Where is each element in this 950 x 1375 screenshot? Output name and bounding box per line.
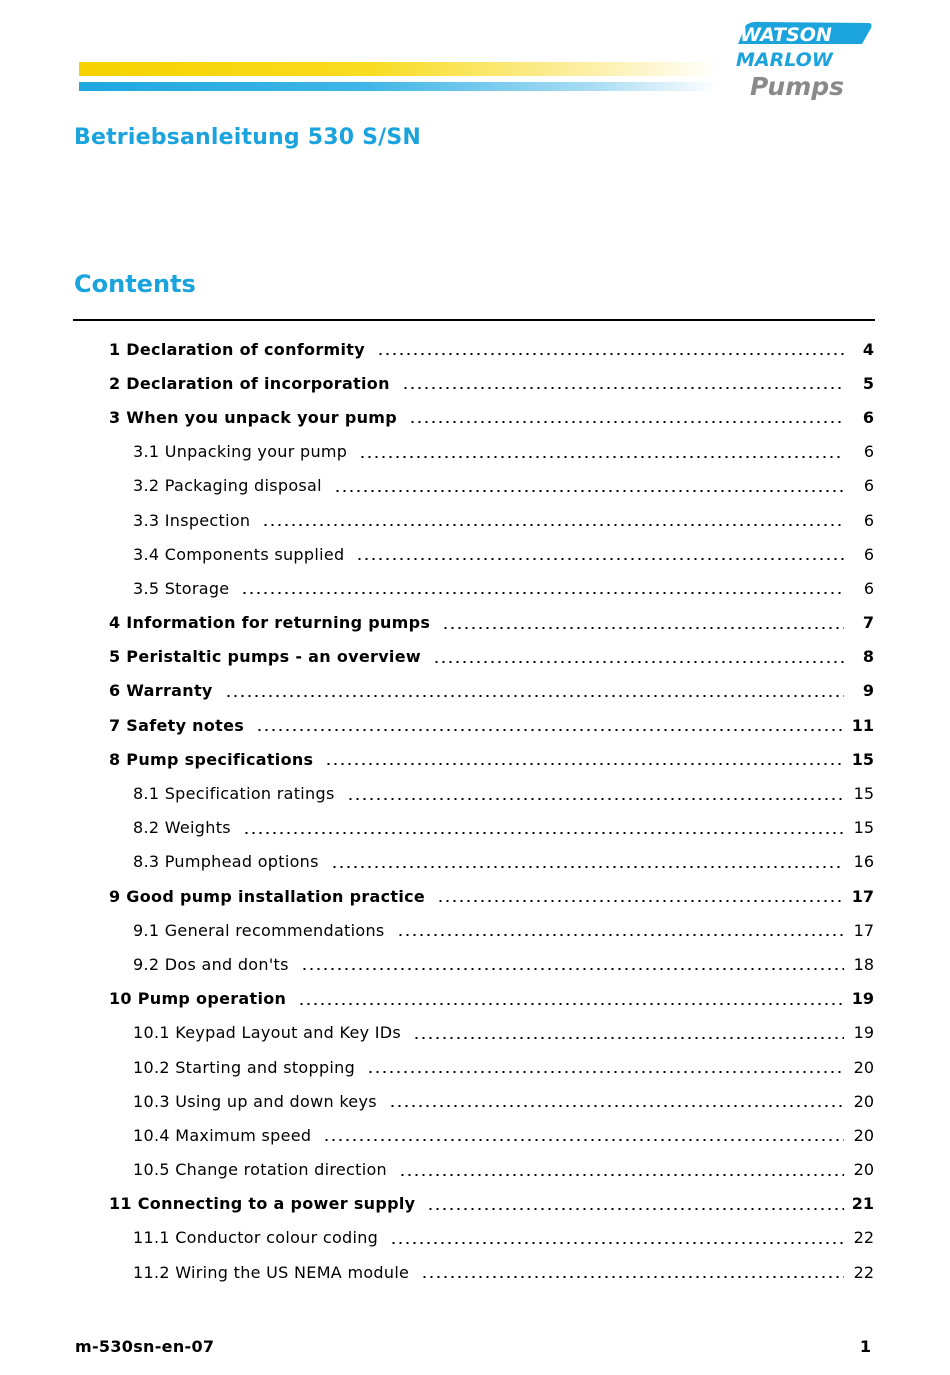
- toc-dot-leader: [433, 661, 844, 663]
- toc-entry-page: 7: [862, 613, 874, 633]
- toc-entry-title: 9.2 Dos and don'ts: [133, 954, 289, 974]
- toc-entry[interactable]: [0, 742, 950, 776]
- logo-line3: Pumps: [750, 72, 845, 101]
- toc-entry-title: 11.2 Wiring the US NEMA module: [133, 1262, 410, 1282]
- toc-dot-leader: [399, 1174, 844, 1176]
- toc-entry[interactable]: [0, 1187, 950, 1221]
- toc-dot-leader: [323, 1139, 844, 1141]
- toc-dot-leader: [325, 763, 843, 765]
- toc-dot-leader: [421, 1276, 844, 1278]
- toc-entry-page: 17: [853, 920, 874, 940]
- toc-dot-leader: [256, 729, 844, 731]
- toc-entry-page: 20: [853, 1091, 874, 1111]
- header-blue-bar: [79, 82, 719, 91]
- toc-entry-page: 8: [862, 647, 874, 667]
- toc-entry-page: 15: [851, 749, 874, 769]
- toc-dot-leader: [334, 490, 844, 492]
- logo-line1: WATSON: [740, 24, 832, 46]
- toc-dot-leader: [262, 524, 844, 526]
- toc-entry-title: 8.2 Weights: [133, 818, 231, 838]
- toc-entry-title: 10.3 Using up and down keys: [133, 1091, 377, 1111]
- toc-dot-leader: [389, 1105, 844, 1107]
- toc-entry-page: 15: [853, 818, 874, 838]
- toc-entry-title: 1 Declaration of conformity: [109, 339, 365, 359]
- toc-entry[interactable]: [0, 503, 950, 537]
- toc-entry-page: 22: [853, 1228, 874, 1248]
- toc-entry[interactable]: [0, 1221, 950, 1255]
- toc-entry[interactable]: [0, 947, 950, 981]
- table-of-contents: [0, 332, 950, 1289]
- toc-entry-title: 10.1 Keypad Layout and Key IDs: [133, 1023, 402, 1043]
- toc-dot-leader: [347, 798, 844, 800]
- toc-dot-leader: [442, 627, 844, 629]
- toc-entry-title: 8 Pump specifications: [109, 749, 314, 769]
- toc-entry-title: 4 Information for returning pumps: [109, 613, 431, 633]
- toc-entry-title: 3.1 Unpacking your pump: [133, 442, 348, 462]
- toc-dot-leader: [437, 900, 844, 902]
- toc-entry-title: 5 Peristaltic pumps - an overview: [109, 647, 421, 667]
- toc-dot-leader: [359, 456, 844, 458]
- toc-entry[interactable]: [0, 332, 950, 366]
- toc-entry[interactable]: [0, 606, 950, 640]
- toc-entry[interactable]: [0, 913, 950, 947]
- toc-entry-page: 9: [862, 681, 874, 701]
- toc-entry-page: 4: [862, 339, 874, 359]
- toc-entry-title: 6 Warranty: [109, 681, 213, 701]
- toc-entry-page: 20: [853, 1160, 874, 1180]
- toc-entry-page: 20: [853, 1125, 874, 1145]
- contents-heading: Contents: [74, 270, 196, 298]
- toc-entry-title: 8.3 Pumphead options: [133, 852, 319, 872]
- toc-entry-title: 3 When you unpack your pump: [109, 407, 398, 427]
- document-title: Betriebsanleitung 530 S/SN: [74, 125, 422, 150]
- toc-entry[interactable]: [0, 469, 950, 503]
- toc-entry-page: 19: [851, 989, 874, 1009]
- toc-entry-title: 9 Good pump installation practice: [109, 886, 426, 906]
- footer-page-number: 1: [859, 1337, 871, 1356]
- toc-entry[interactable]: [0, 776, 950, 810]
- toc-entry[interactable]: [0, 571, 950, 605]
- toc-entry-title: 10.4 Maximum speed: [133, 1125, 312, 1145]
- toc-entry[interactable]: [0, 845, 950, 879]
- toc-entry-page: 5: [862, 373, 874, 393]
- toc-entry[interactable]: [0, 366, 950, 400]
- toc-entry-page: 6: [863, 510, 874, 530]
- toc-entry-title: 10 Pump operation: [109, 989, 287, 1009]
- toc-entry-page: 16: [853, 852, 874, 872]
- toc-entry-page: 18: [853, 954, 874, 974]
- toc-entry[interactable]: [0, 435, 950, 469]
- toc-entry-title: 3.3 Inspection: [133, 510, 251, 530]
- toc-entry[interactable]: [0, 708, 950, 742]
- toc-entry-title: 7 Safety notes: [109, 715, 245, 735]
- toc-entry[interactable]: [0, 1153, 950, 1187]
- toc-entry-page: 6: [863, 442, 874, 462]
- header-color-bars: [79, 62, 719, 92]
- toc-entry-page: 6: [863, 476, 874, 496]
- toc-entry[interactable]: [0, 1118, 950, 1152]
- toc-dot-leader: [301, 968, 844, 970]
- toc-dot-leader: [298, 1003, 843, 1005]
- watson-marlow-logo: [728, 18, 878, 108]
- toc-entry[interactable]: [0, 400, 950, 434]
- toc-entry[interactable]: [0, 1016, 950, 1050]
- toc-entry[interactable]: [0, 1050, 950, 1084]
- toc-entry[interactable]: [0, 537, 950, 571]
- toc-entry-title: 3.2 Packaging disposal: [133, 476, 322, 496]
- header-yellow-bar: [79, 62, 719, 76]
- toc-entry[interactable]: [0, 1084, 950, 1118]
- toc-entry-page: 6: [863, 578, 874, 598]
- toc-entry-page: 21: [851, 1194, 874, 1214]
- toc-dot-leader: [243, 832, 844, 834]
- toc-dot-leader: [397, 934, 844, 936]
- toc-entry-title: 3.5 Storage: [133, 578, 230, 598]
- toc-entry[interactable]: [0, 879, 950, 913]
- toc-dot-leader: [377, 353, 844, 355]
- toc-dot-leader: [427, 1208, 843, 1210]
- toc-entry-title: 2 Declaration of incorporation: [109, 373, 390, 393]
- toc-dot-leader: [367, 1071, 844, 1073]
- toc-entry-title: 11 Connecting to a power supply: [109, 1194, 416, 1214]
- toc-entry[interactable]: [0, 1255, 950, 1289]
- toc-entry-page: 22: [853, 1262, 874, 1282]
- toc-entry-title: 10.2 Starting and stopping: [133, 1057, 356, 1077]
- toc-dot-leader: [241, 592, 844, 594]
- toc-entry-page: 6: [862, 407, 874, 427]
- toc-entry-title: 11.1 Conductor colour coding: [133, 1228, 379, 1248]
- toc-entry-title: 9.1 General recommendations: [133, 920, 385, 940]
- toc-dot-leader: [402, 387, 844, 389]
- toc-entry-title: 3.4 Components supplied: [133, 544, 345, 564]
- logo-line2: MARLOW: [736, 49, 833, 71]
- toc-entry-page: 19: [853, 1023, 874, 1043]
- toc-entry-page: 6: [863, 544, 874, 564]
- toc-entry[interactable]: [0, 674, 950, 708]
- toc-entry[interactable]: [0, 982, 950, 1016]
- toc-entry-page: 11: [851, 715, 874, 735]
- toc-dot-leader: [390, 1242, 844, 1244]
- toc-entry-title: 10.5 Change rotation direction: [133, 1160, 387, 1180]
- toc-dot-leader: [225, 695, 844, 697]
- toc-dot-leader: [356, 558, 844, 560]
- footer-document-code: m-530sn-en-07: [75, 1337, 215, 1356]
- toc-entry-page: 15: [853, 784, 874, 804]
- toc-entry[interactable]: [0, 811, 950, 845]
- contents-divider: [73, 319, 875, 321]
- toc-entry-title: 8.1 Specification ratings: [133, 784, 335, 804]
- toc-dot-leader: [331, 866, 844, 868]
- toc-dot-leader: [409, 421, 844, 423]
- toc-dot-leader: [413, 1037, 844, 1039]
- toc-entry-page: 20: [853, 1057, 874, 1077]
- toc-entry-page: 17: [851, 886, 874, 906]
- toc-entry[interactable]: [0, 640, 950, 674]
